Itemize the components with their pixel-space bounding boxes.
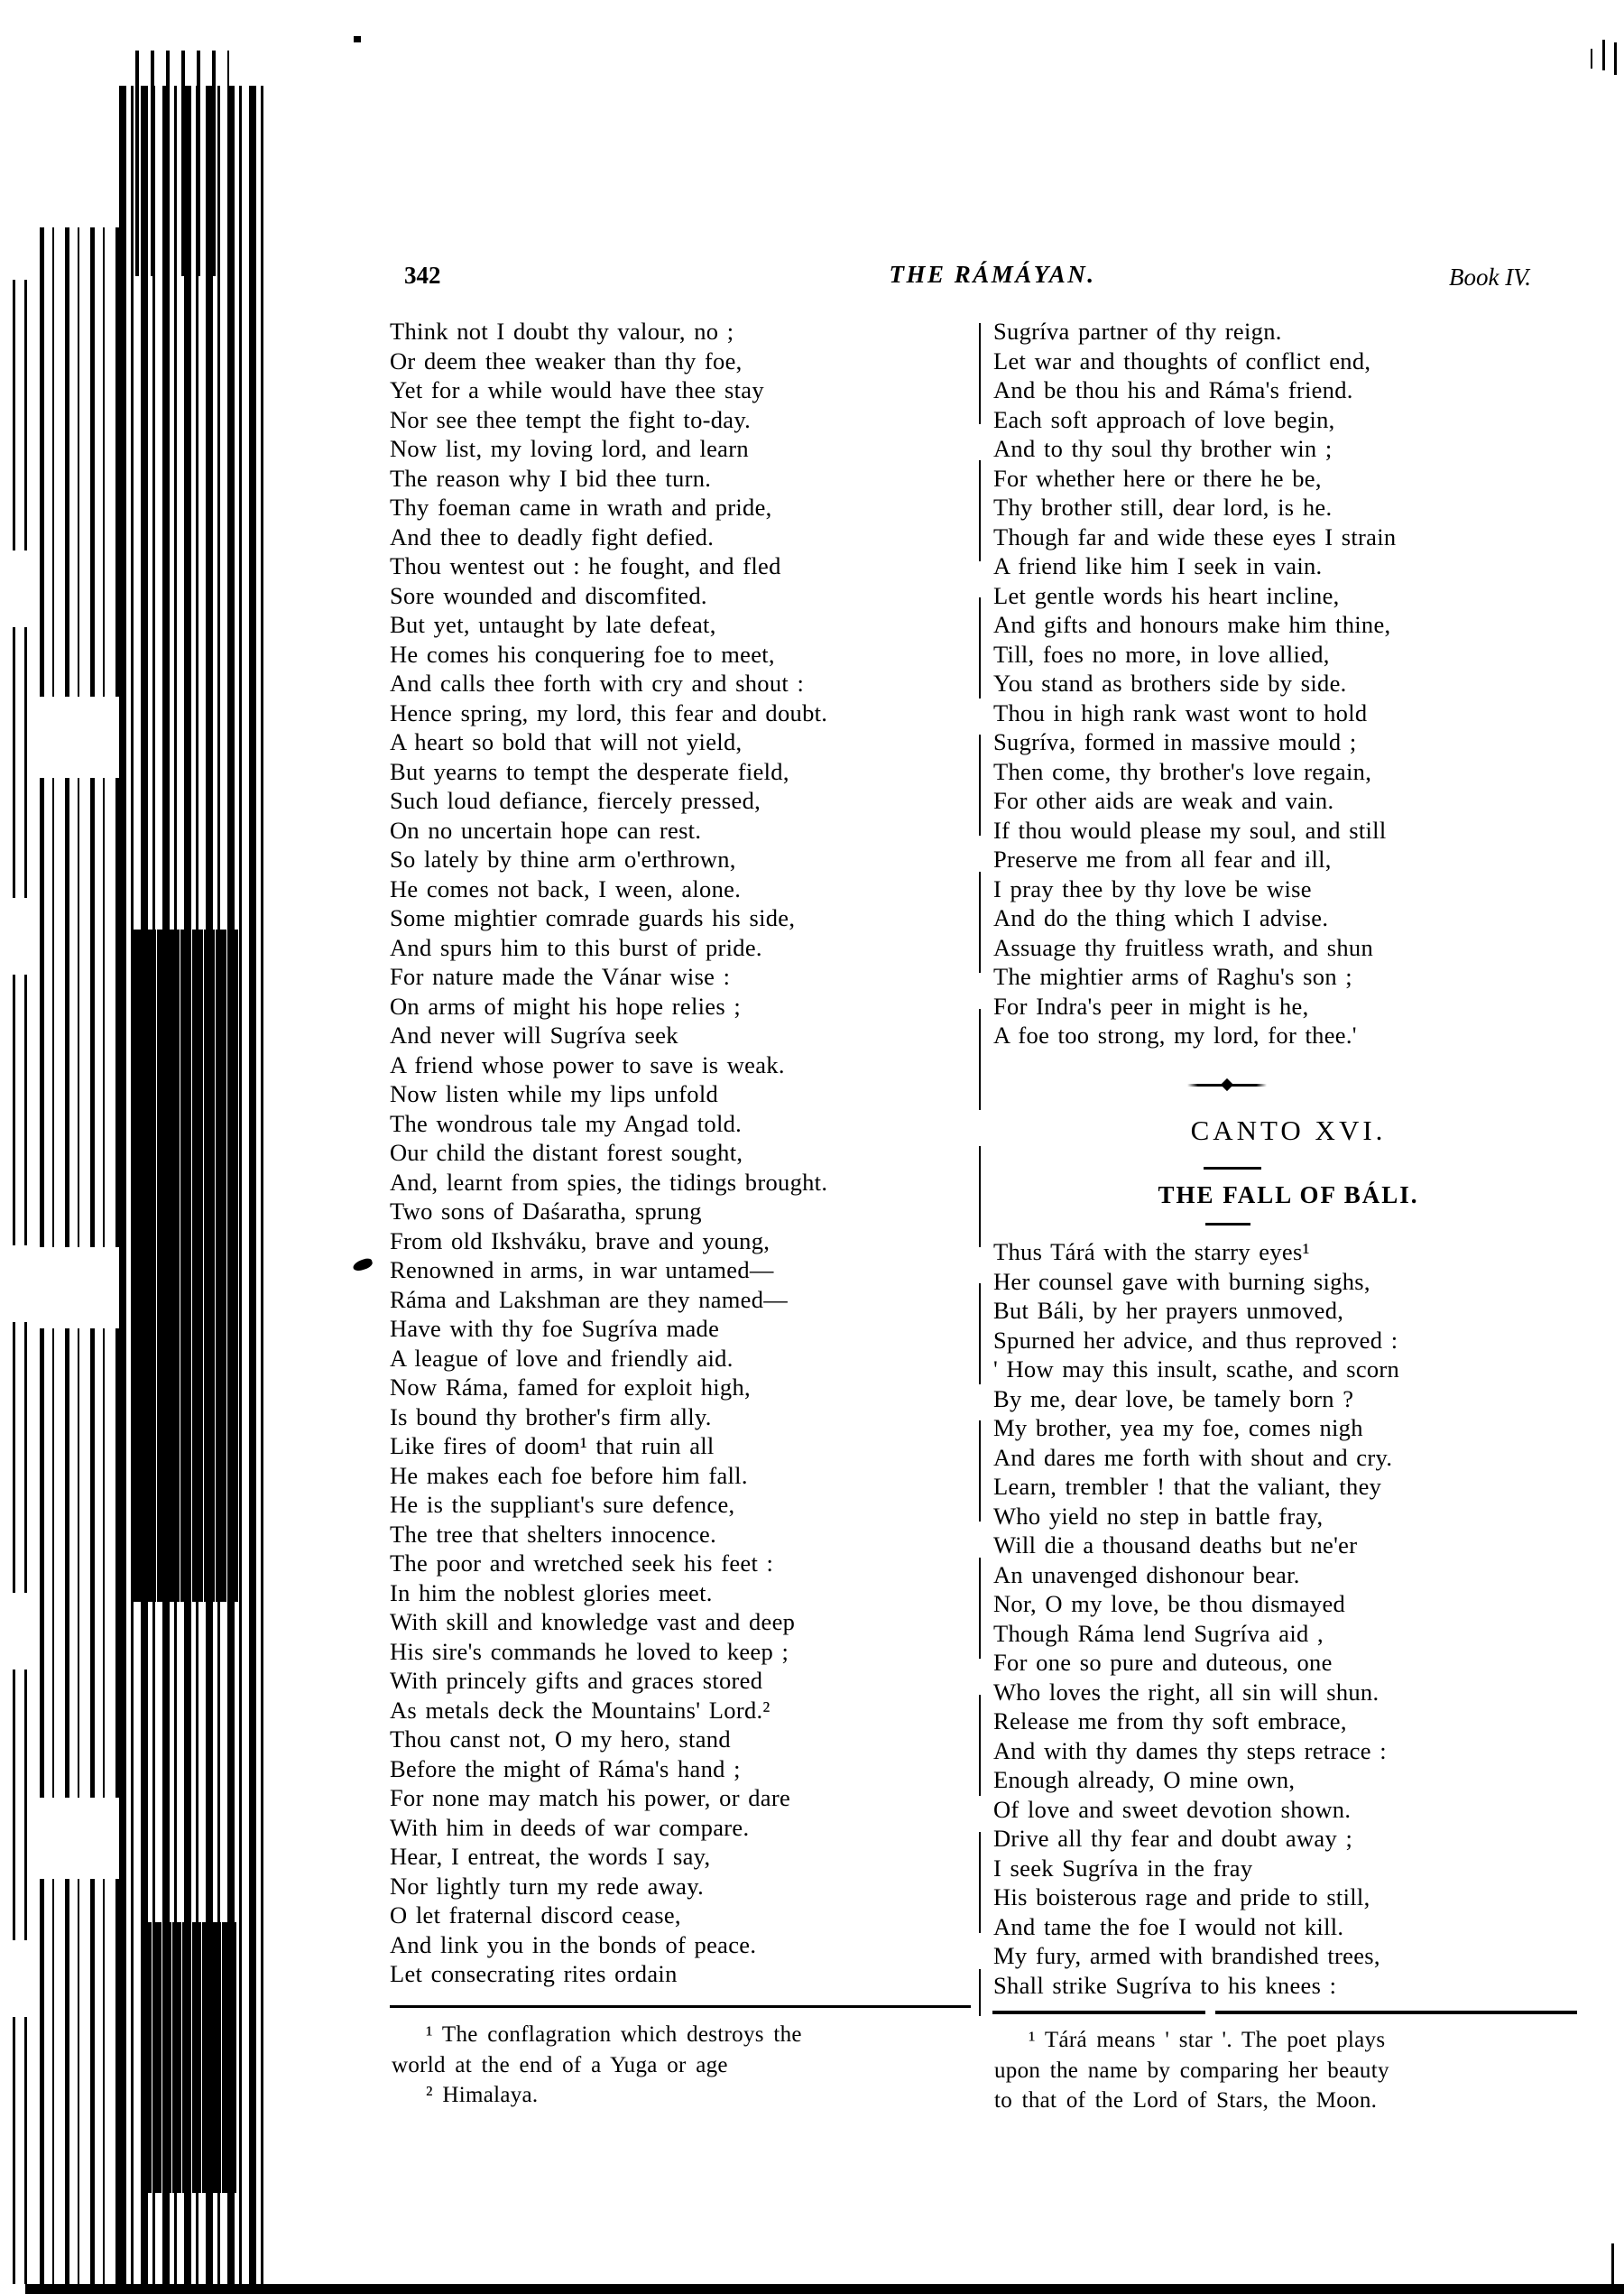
- scan-artifact-band: [135, 51, 229, 276]
- poem-line: Have with thy foe Sugríva made: [390, 1315, 720, 1342]
- poem-line: With skill and knowledge vast and deep: [390, 1608, 796, 1635]
- poem-line: I pray thee by thy love be wise: [993, 874, 1312, 902]
- poem-line: Nor lightly turn my rede away.: [390, 1872, 705, 1900]
- right-column-stanza-1: [993, 317, 1585, 1050]
- poem-line: Enough already, O mine own,: [993, 1766, 1296, 1793]
- scan-artifact-tick: [1611, 2243, 1614, 2285]
- poem-line: Let gentle words his heart incline,: [993, 581, 1340, 609]
- poem-line: Or deem thee weaker than thy foe,: [390, 347, 743, 375]
- poem-line: And thee to deadly fight defied.: [390, 523, 715, 550]
- poem-line: You stand as brothers side by side.: [993, 670, 1347, 697]
- section-ornament: [1187, 1084, 1267, 1087]
- poem-line: And, learnt from spies, the tidings brought.: [390, 1168, 828, 1196]
- poem-line: Now Ráma, famed for exploit high,: [390, 1374, 751, 1401]
- poem-line: The poor and wretched seek his feet :: [390, 1549, 774, 1577]
- footnote-line: ² Himalaya.: [426, 2083, 539, 2107]
- poem-line: An unavenged dishonour bear.: [993, 1560, 1300, 1588]
- scan-artifact-dot: [354, 36, 361, 42]
- poem-line: Now listen while my lips unfold: [390, 1080, 719, 1107]
- poem-line: And gifts and honours make him thine,: [993, 611, 1391, 638]
- poem-line: Assuage thy fruitless wrath, and shun: [993, 933, 1374, 961]
- poem-line: As metals deck the Mountains' Lord.²: [390, 1696, 770, 1724]
- poem-line: His sire's commands he loved to keep ;: [390, 1637, 789, 1665]
- column-divider-rule: [979, 323, 981, 2016]
- footnote-rule: [390, 2005, 971, 2008]
- left-column-footnotes: [392, 2020, 978, 2111]
- page-title: THE RÁMÁYAN.: [889, 261, 1096, 288]
- poem-line: Now list, my loving lord, and learn: [390, 435, 749, 462]
- poem-line: He comes his conquering foe to meet,: [390, 640, 775, 668]
- poem-line: Though Ráma lend Sugríva aid ,: [993, 1619, 1324, 1647]
- poem-line: But Báli, by her prayers unmoved,: [993, 1297, 1344, 1324]
- poem-line: Ráma and Lakshman are they named—: [390, 1285, 789, 1313]
- scan-artifact-band: [143, 1922, 236, 2193]
- poem-line: Drive all thy fear and doubt away ;: [993, 1825, 1353, 1852]
- poem-line: A heart so bold that will not yield,: [390, 728, 743, 755]
- poem-line: Yet for a while would have thee stay: [390, 376, 764, 403]
- poem-line: The tree that shelters innocence.: [390, 1520, 717, 1548]
- poem-line: I seek Sugríva in the fray: [993, 1854, 1253, 1882]
- page-number: 342: [404, 262, 441, 289]
- poem-line: He comes not back, I ween, alone.: [390, 874, 742, 902]
- poem-line: And to thy soul thy brother win ;: [993, 435, 1333, 462]
- poem-line: Hear, I entreat, the words I say,: [390, 1843, 711, 1870]
- poem-line: Like fires of doom¹ that ruin all: [390, 1432, 715, 1459]
- poem-line: The wondrous tale my Angad told.: [390, 1109, 743, 1137]
- scan-artifact-band: [40, 227, 119, 2284]
- scan-artifact-tick: [1602, 40, 1605, 70]
- poem-line: For one so pure and duteous, one: [993, 1649, 1333, 1676]
- right-column-footnotes: [994, 2025, 1582, 2116]
- poem-line: A friend whose power to save is weak.: [390, 1050, 785, 1078]
- poem-line: Each soft approach of love begin,: [993, 405, 1335, 433]
- poem-line: So lately by thine arm o'erthrown,: [390, 846, 736, 873]
- poem-line: Shall strike Sugríva to his knees :: [993, 1971, 1337, 1999]
- poem-line: And link you in the bonds of peace.: [390, 1930, 757, 1958]
- poem-line: Nor, O my love, be thou dismayed: [993, 1590, 1346, 1617]
- left-column-poem: [390, 317, 976, 1989]
- poem-line: Thou wentest out : he fought, and fled: [390, 552, 781, 579]
- poem-line: Thy brother still, dear lord, is he.: [993, 494, 1333, 521]
- poem-line: Before the might of Ráma's hand ;: [390, 1754, 741, 1782]
- heading-rule: [1204, 1167, 1261, 1170]
- footnote-line: ¹ Tárá means ' star '. The poet plays: [1029, 2028, 1386, 2052]
- poem-line: But yet, untaught by late defeat,: [390, 611, 716, 638]
- poem-line: Sugríva partner of thy reign.: [993, 318, 1282, 345]
- poem-line: Will die a thousand deaths but ne'er: [993, 1531, 1358, 1559]
- poem-line: For other aids are weak and vain.: [993, 787, 1334, 814]
- footnote-rule: [992, 2011, 1577, 2014]
- poem-line: And be thou his and Ráma's friend.: [993, 376, 1353, 403]
- poem-line: Then come, thy brother's love regain,: [993, 757, 1372, 785]
- poem-line: Hence spring, my lord, this fear and doubt.: [390, 698, 828, 726]
- poem-line: And tame the foe I would not kill.: [993, 1912, 1344, 1940]
- poem-line: My fury, armed with brandished trees,: [993, 1942, 1380, 1969]
- poem-line: By me, dear love, be tamely born ?: [993, 1384, 1354, 1412]
- poem-line: Preserve me from all fear and ill,: [993, 846, 1332, 873]
- right-column-stanza-2: [993, 1237, 1585, 2000]
- poem-line: Who yield no step in battle fray,: [993, 1502, 1324, 1530]
- poem-line: Think not I doubt thy valour, no ;: [390, 318, 734, 345]
- poem-line: And spurs him to this burst of pride.: [390, 933, 762, 961]
- poem-line: Her counsel gave with burning sighs,: [993, 1267, 1370, 1295]
- poem-line: He makes each foe before him fall.: [390, 1461, 748, 1489]
- poem-line: Thou canst not, O my hero, stand: [390, 1725, 731, 1753]
- scan-artifact-band: [13, 280, 36, 2284]
- poem-line: And calls thee forth with cry and shout :: [390, 670, 805, 697]
- canto-subheading: THE FALL OF BÁLI.: [1158, 1181, 1419, 1208]
- poem-line: Nor see thee tempt the fight to-day.: [390, 405, 752, 433]
- poem-line: Spurned her advice, and thus reproved :: [993, 1326, 1398, 1354]
- poem-line: In him the noblest glories meet.: [390, 1578, 713, 1606]
- poem-line: Some mightier comrade guards his side,: [390, 904, 796, 931]
- footnote-line: ¹ The conflagration which destroys the: [426, 2022, 802, 2047]
- poem-line: The mightier arms of Raghu's son ;: [993, 963, 1352, 990]
- poem-line: And do the thing which I advise.: [993, 904, 1329, 931]
- poem-line: For nature made the Vánar wise :: [390, 963, 731, 990]
- poem-line: Renowned in arms, in war untamed—: [390, 1256, 774, 1283]
- scan-artifact-tick: [1591, 49, 1592, 69]
- poem-line: And never will Sugríva seek: [390, 1022, 678, 1049]
- poem-line: On no uncertain hope can rest.: [390, 816, 702, 844]
- poem-line: Who loves the right, all sin will shun.: [993, 1678, 1379, 1706]
- scan-artifact-band: [134, 930, 240, 1602]
- poem-line: With princely gifts and graces stored: [390, 1667, 763, 1694]
- poem-line: The reason why I bid thee turn.: [390, 464, 712, 492]
- footnote-line: world at the end of a Yuga or age: [392, 2052, 728, 2077]
- footnote-line: to that of the Lord of Stars, the Moon.: [994, 2088, 1378, 2113]
- poem-line: Thus Tárá with the starry eyes¹: [993, 1238, 1310, 1265]
- book-label: Book IV.: [1449, 264, 1531, 291]
- poem-line: From old Ikshváku, brave and young,: [390, 1226, 770, 1254]
- poem-line: My brother, yea my foe, comes nigh: [993, 1414, 1363, 1441]
- poem-line: Is bound thy brother's firm ally.: [390, 1402, 712, 1430]
- poem-line: If thou would please my soul, and still: [993, 816, 1387, 844]
- poem-line: Though far and wide these eyes I strain: [993, 523, 1397, 550]
- poem-line: For Indra's peer in might is he,: [993, 992, 1309, 1020]
- poem-line: Let consecrating rites ordain: [390, 1960, 678, 1987]
- poem-line: O let fraternal discord cease,: [390, 1901, 681, 1929]
- poem-line: Release me from thy soft embrace,: [993, 1707, 1347, 1734]
- poem-line: Our child the distant forest sought,: [390, 1139, 743, 1166]
- poem-line: A friend like him I seek in vain.: [993, 552, 1323, 579]
- poem-line: Thy foeman came in wrath and pride,: [390, 494, 772, 521]
- poem-line: And dares me forth with shout and cry.: [993, 1443, 1393, 1471]
- heading-rule: [1205, 1223, 1250, 1226]
- poem-line: His boisterous rage and pride to still,: [993, 1883, 1370, 1910]
- ink-blot: [352, 1257, 374, 1272]
- poem-line: Learn, trembler ! that the valiant, they: [993, 1473, 1382, 1500]
- poem-line: Such loud defiance, fiercely pressed,: [390, 787, 761, 814]
- poem-line: Two sons of Daśaratha, sprung: [390, 1198, 702, 1225]
- poem-line: For none may match his power, or dare: [390, 1784, 791, 1811]
- poem-line: But yearns to tempt the desperate field,: [390, 757, 789, 785]
- poem-line: Till, foes no more, in love allied,: [993, 640, 1330, 668]
- scan-artifact-tick: [1614, 42, 1617, 75]
- poem-line: Let war and thoughts of conflict end,: [993, 347, 1371, 375]
- poem-line: With him in deeds of war compare.: [390, 1813, 750, 1841]
- poem-line: Sugríva, formed in massive mould ;: [993, 728, 1357, 755]
- poem-line: On arms of might his hope relies ;: [390, 992, 742, 1020]
- poem-line: A foe too strong, my lord, for thee.': [993, 1022, 1357, 1049]
- scan-artifact-bottom-bar: [25, 2284, 1624, 2294]
- poem-line: Thou in high rank wast wont to hold: [993, 698, 1368, 726]
- poem-line: ' How may this insult, scathe, and scorn: [993, 1355, 1400, 1383]
- footnote-line: upon the name by comparing her beauty: [994, 2058, 1389, 2083]
- poem-line: Of love and sweet devotion shown.: [993, 1795, 1352, 1823]
- poem-line: Sore wounded and discomfited.: [390, 581, 707, 609]
- poem-line: And with thy dames thy steps retrace :: [993, 1736, 1387, 1764]
- canto-heading: CANTO XVI.: [1190, 1115, 1387, 1146]
- poem-line: He is the suppliant's sure defence,: [390, 1491, 735, 1518]
- poem-line: A league of love and friendly aid.: [390, 1344, 734, 1372]
- poem-line: For whether here or there he be,: [993, 464, 1322, 492]
